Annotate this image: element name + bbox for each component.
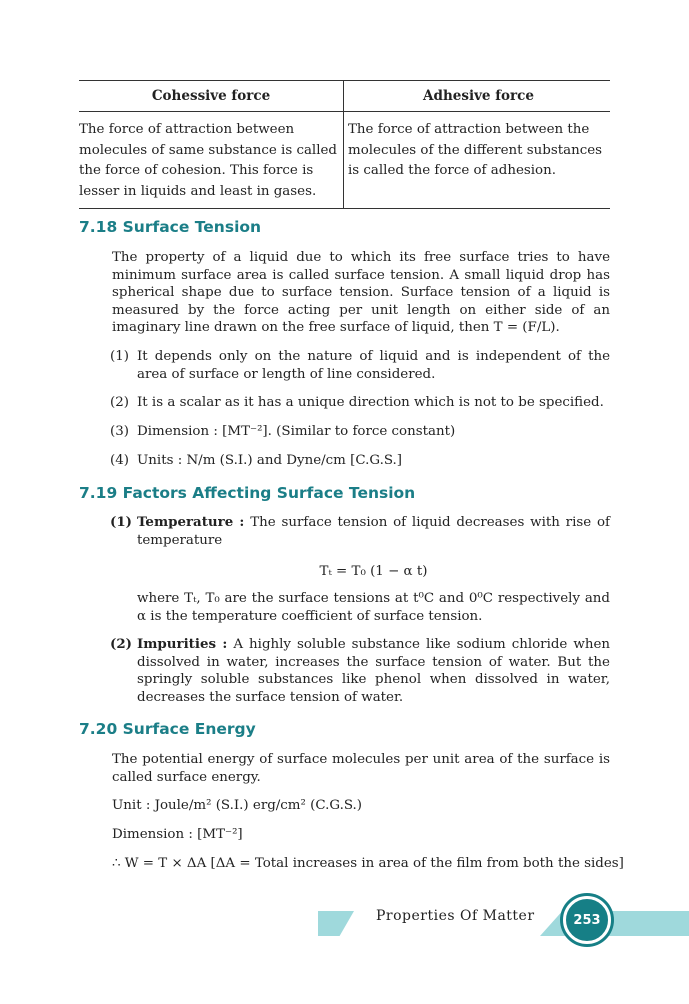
- list-item: [110, 394, 610, 412]
- list-item: [110, 636, 610, 706]
- paragraph: The property of a liquid due to which its free surface tries to have minimum surface area is called surface tension. A small liquid drop has spherical shape due to surface tension. Surface tension of a liquid is measured by the force acting per unit length on either side of an imaginary line drawn on the free surface of liquid, then T = (F/L).: [112, 250, 610, 335]
- list-item: [110, 348, 610, 383]
- table-header: Adhesive force: [344, 81, 611, 112]
- equation: Tₜ = T₀ (1 − α t): [319, 564, 428, 579]
- formula-line: ∴ W = T × ΔA [ΔA = Total increases in area of the film from both the sides]: [112, 856, 624, 871]
- paragraph: where Tₜ, T₀ are the surface tensions at t⁰C and 0⁰C respectively and α is the temperature coefficient of surface tension.: [137, 591, 610, 624]
- item-number: (1): [110, 514, 132, 530]
- paragraph: The potential energy of surface molecules per unit area of the surface is called surface energy.: [112, 752, 610, 785]
- unit-line: Unit : Joule/m² (S.I.) erg/cm² (C.G.S.): [112, 798, 363, 813]
- page-number: 253: [563, 896, 611, 944]
- table-cell: The force of attraction between the molecules of the different substances is called the force of adhesion.: [344, 112, 611, 209]
- item-number: (4): [110, 453, 129, 468]
- item-text: Units : N/m (S.I.) and Dyne/cm [C.G.S.]: [137, 453, 403, 468]
- item-text: The surface tension of liquid decreases with rise of temperature: [137, 515, 610, 548]
- table-header: Cohessive force: [79, 81, 344, 112]
- item-text: A highly soluble substance like sodium chloride when dissolved in water, increases the surface tension of water. But the springly soluble substances like phenol when dissolved in water, decreases the surface tension of water.: [137, 637, 610, 705]
- table-cell: The force of attraction between molecules of same substance is called the force of cohesion. This force is lesser in liquids and least in gases.: [79, 112, 344, 209]
- list-item: [110, 452, 610, 470]
- section-heading: 7.19 Factors Affecting Surface Tension: [79, 484, 416, 502]
- item-number: (2): [110, 636, 132, 652]
- section-heading: 7.20 Surface Energy: [79, 720, 256, 738]
- item-label: Temperature :: [137, 514, 245, 530]
- item-number: (2): [110, 395, 129, 410]
- chapter-title: Properties Of Matter: [376, 908, 535, 924]
- item-text: It is a scalar as it has a unique direction which is not to be specified.: [137, 395, 604, 410]
- item-text: Dimension : [MT⁻²]. (Similar to force constant): [137, 424, 456, 439]
- section-heading: 7.18 Surface Tension: [79, 218, 262, 236]
- footer-band: [318, 911, 354, 936]
- comparison-table: [79, 80, 610, 209]
- list-item: [110, 423, 610, 441]
- item-number: (3): [110, 424, 129, 439]
- dimension-line: Dimension : [MT⁻²]: [112, 827, 243, 842]
- item-label: Impurities :: [137, 636, 228, 652]
- item-text: It depends only on the nature of liquid and is independent of the area of surface or length of line considered.: [137, 349, 610, 382]
- list-item: [110, 514, 610, 549]
- item-number: (1): [110, 349, 129, 364]
